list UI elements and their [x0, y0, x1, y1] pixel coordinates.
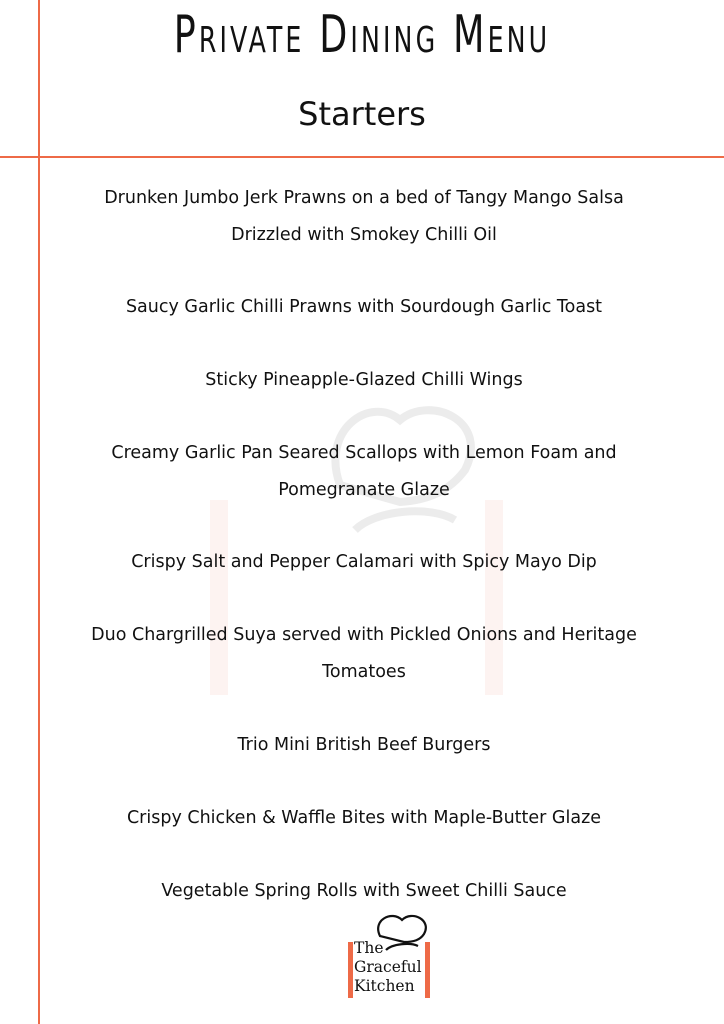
menu-item [80, 289, 648, 326]
menu-item-line: Creamy Garlic Pan Seared Scallops with Lemon Foam and [111, 443, 617, 463]
page-title: Private Dining Menu [173, 5, 551, 65]
section-heading: Starters [298, 95, 426, 133]
menu-item-line: Crispy Salt and Pepper Calamari with Spicy Mayo Dip [131, 552, 597, 572]
logo-text-line: The [354, 939, 384, 957]
menu-item [80, 727, 648, 764]
menu-item-line: Trio Mini British Beef Burgers [237, 735, 491, 755]
header-divider-line [0, 156, 724, 158]
menu-item-line: Vegetable Spring Rolls with Sweet Chilli Sauce [161, 881, 567, 901]
menu-item [80, 617, 648, 691]
menu-item [80, 180, 648, 254]
menu-item [80, 873, 648, 910]
menu-item-line: Pomegranate Glaze [278, 480, 450, 500]
menu-item [80, 800, 648, 837]
menu-item-line: Sticky Pineapple-Glazed Chilli Wings [205, 370, 523, 390]
menu-item-line: Tomatoes [322, 662, 406, 682]
logo-text-line: Graceful [354, 958, 422, 976]
menu-item-line: Crispy Chicken & Waffle Bites with Maple-Butter Glaze [126, 808, 602, 828]
menu-item-line: Drizzled with Smokey Chilli Oil [231, 225, 497, 245]
menu-item [80, 544, 648, 581]
left-border-line [38, 0, 40, 1024]
logo-text-line: Kitchen [354, 977, 415, 995]
menu-item [80, 362, 648, 399]
menu-item-line: Saucy Garlic Chilli Prawns with Sourdough Garlic Toast [125, 297, 603, 317]
menu-item [80, 435, 648, 509]
menu-item-line: Drunken Jumbo Jerk Prawns on a bed of Tangy Mango Salsa [104, 188, 624, 208]
menu-item-line: Duo Chargrilled Suya served with Pickled Onions and Heritage [91, 625, 637, 645]
brand-logo [340, 912, 434, 998]
